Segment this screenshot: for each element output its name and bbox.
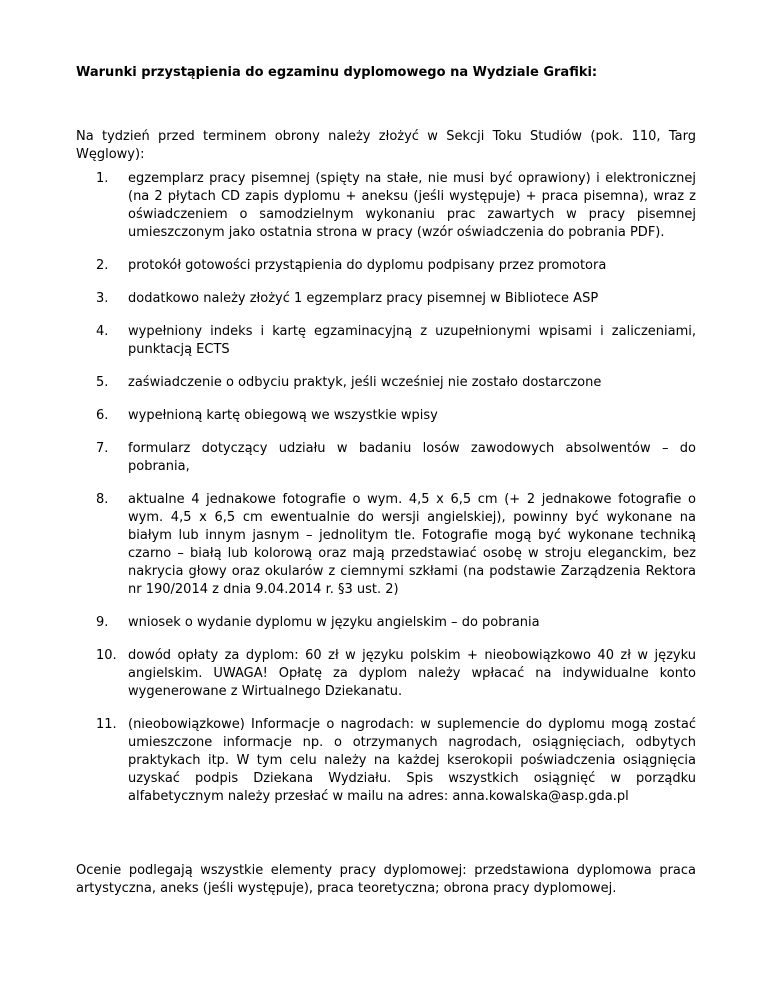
list-item-number: 7.: [96, 441, 109, 456]
list-item-text: formularz dotyczący udziału w badaniu losów zawodowych absolwentów – do pobrania,: [128, 441, 696, 474]
footer-paragraph: Ocenie podlegają wszystkie elementy pracy dyplomowej: przedstawiona dyplomowa praca artystyczna, aneks (jeśli występuje), praca teoretyczna; obrona pracy dyplomowej.: [76, 863, 696, 896]
list-item-text: aktualne 4 jednakowe fotografie o wym. 4,5 x 6,5 cm (+ 2 jednakowe fotografie o wym. 4,5 x 6,5 cm ewentualnie do wersji angielskiej), powinny być wykonane na białym lub innym jasnym – jednolitym tle. Fotografie mogą być wykonane techniką czarno – białą lub kolorową oraz mają przedstawiać osobę w stroju eleganckim, bez nakrycia głowy oraz okularów z ciemnymi szkłami (na podstawie Zarządzenia Rektora nr 190/2014 z dnia 9.04.2014 r. §3 ust. 2): [128, 492, 696, 597]
list-item-text: dowód opłaty za dyplom: 60 zł w języku polskim + nieobowiązkowo 40 zł w języku angielskim. UWAGA! Opłatę za dyplom należy wpłacać na indywidualne konto wygenerowane z Wirtualnego Dziekanatu.: [128, 648, 696, 699]
list-item-number: 8.: [96, 492, 109, 507]
list-item: [76, 491, 696, 599]
list-item: [76, 614, 696, 632]
list-item: [76, 716, 696, 806]
list-item: [76, 374, 696, 392]
list-item-text: dodatkowo należy złożyć 1 egzemplarz pracy pisemnej w Bibliotece ASP: [128, 291, 599, 306]
list-item: [76, 323, 696, 359]
list-item-number: 9.: [96, 615, 109, 630]
list-item: [76, 290, 696, 308]
list-item: [76, 647, 696, 701]
list-item-number: 11.: [96, 717, 117, 732]
list-item-text: zaświadczenie o odbyciu praktyk, jeśli wcześniej nie zostało dostarczone: [128, 375, 602, 390]
list-item-number: 1.: [96, 171, 109, 186]
list-item-text: wypełnioną kartę obiegową we wszystkie wpisy: [128, 408, 438, 423]
list-item-text: wypełniony indeks i kartę egzaminacyjną z uzupełnionymi wpisami i zaliczeniami, punktacją ECTS: [128, 324, 696, 357]
list-item: [76, 440, 696, 476]
list-item-number: 5.: [96, 375, 109, 390]
list-item-text: (nieobowiązkowe) Informacje o nagrodach: w suplemencie do dyplomu mogą zostać umieszczone informacje np. o otrzymanych nagrodach, osiągnięciach, odbytych praktykach itp. W tym celu należy na każdej kserokopii poświadczenia osiągnięcia uzyskać podpis Dziekana Wydziału. Spis wszystkich osiągnięć w porządku alfabetycznym należy przesłać w mailu na adres: anna.kowalska@asp.gda.pl: [128, 717, 696, 804]
list-item: [76, 407, 696, 425]
list-item-number: 6.: [96, 408, 109, 423]
intro-paragraph: Na tydzień przed terminem obrony należy złożyć w Sekcji Toku Studiów (pok. 110, Targ Węglowy):: [76, 129, 696, 162]
list-item: [76, 170, 696, 242]
document-title: Warunki przystąpienia do egzaminu dyplomowego na Wydziale Grafiki:: [76, 65, 598, 80]
list-item-text: wniosek o wydanie dyplomu w języku angielskim – do pobrania: [128, 615, 540, 630]
list-item-number: 4.: [96, 324, 109, 339]
requirements-list: [76, 170, 696, 821]
list-item-text: egzemplarz pracy pisemnej (spięty na stałe, nie musi być oprawiony) i elektronicznej (na 2 płytach CD zapis dyplomu + aneksu (jeśli występuje) + praca pisemna), wraz z oświadczeniem o samodzielnym wykonaniu prac zawartych w pracy pisemnej umieszczonym jako ostatnia strona w pracy (wzór oświadczenia do pobrania PDF).: [128, 171, 696, 240]
list-item: [76, 257, 696, 275]
list-item-number: 2.: [96, 258, 109, 273]
list-item-number: 10.: [96, 648, 117, 663]
list-item-text: protokół gotowości przystąpienia do dyplomu podpisany przez promotora: [128, 258, 607, 273]
list-item-number: 3.: [96, 291, 109, 306]
